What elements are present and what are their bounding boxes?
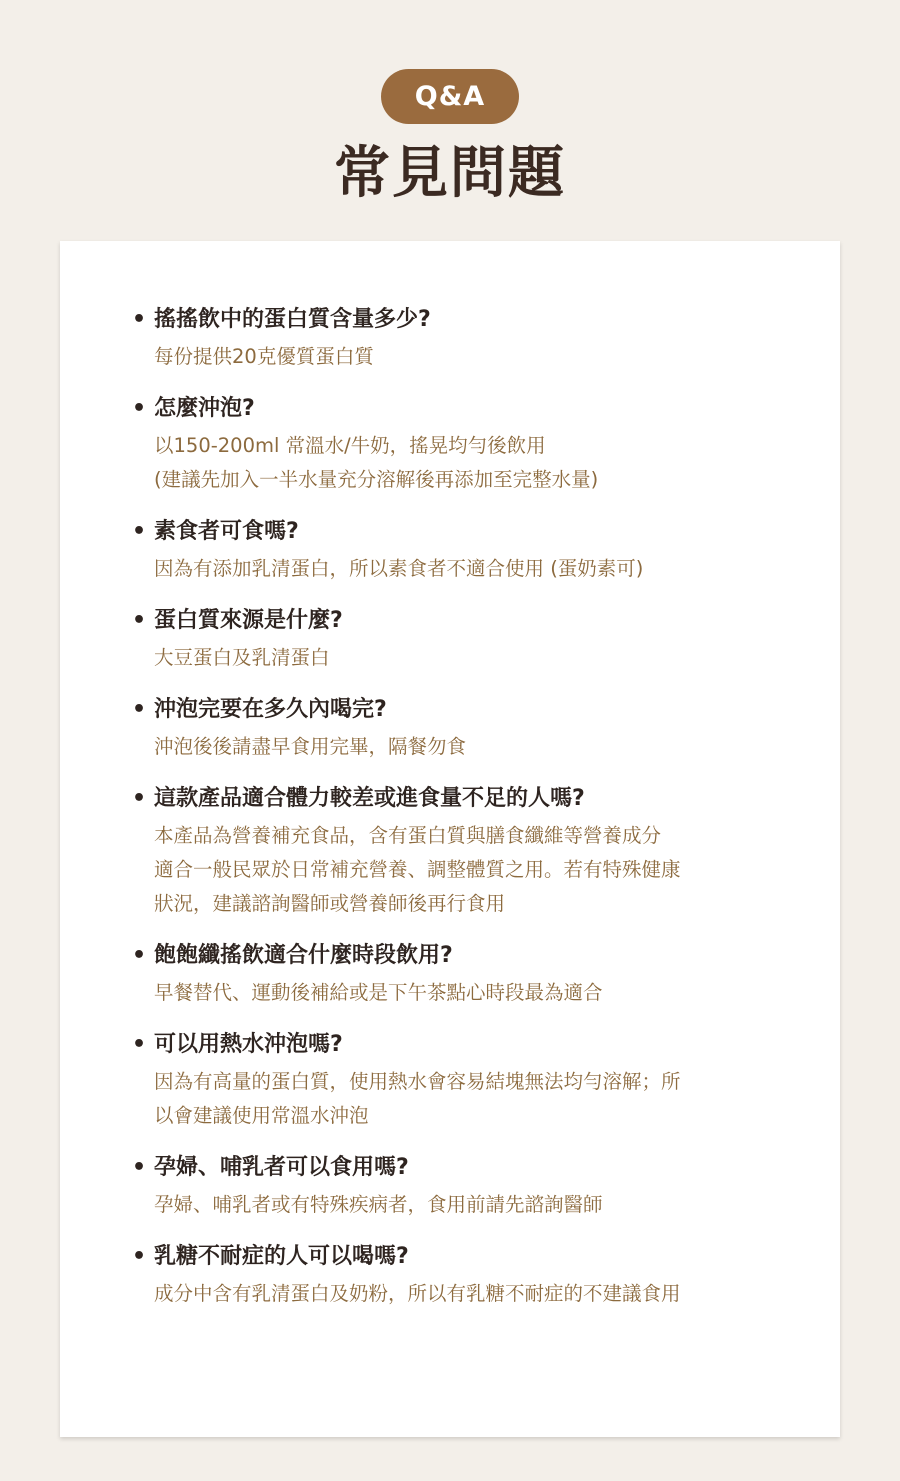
bullet-icon: • [132, 608, 147, 633]
bullet-icon: • [132, 943, 147, 968]
faq-item [132, 938, 792, 1010]
faq-question: 沖泡完要在多久內喝完? [154, 697, 387, 722]
faq-item [132, 514, 792, 586]
faq-question-row [132, 391, 792, 427]
faq-question-row [132, 603, 792, 639]
faq-answer: 沖泡後後請盡早食用完畢，隔餐勿食 [154, 735, 467, 758]
faq-question-row [132, 1027, 792, 1063]
faq-question-row [132, 938, 792, 974]
bullet-icon: • [132, 786, 147, 811]
page-title: 常見問題 [334, 141, 566, 206]
faq-item [132, 781, 792, 921]
faq-question-row [132, 781, 792, 817]
faq-answer: 孕婦、哺乳者或有特殊疾病者，食用前請先諮詢醫師 [154, 1193, 603, 1216]
faq-item [132, 603, 792, 675]
faq-item [132, 302, 792, 374]
faq-question: 乳糖不耐症的人可以喝嗎? [154, 1244, 409, 1269]
faq-question: 搖搖飲中的蛋白質含量多少? [154, 307, 431, 332]
faq-answer: 早餐替代、運動後補給或是下午茶點心時段最為適合 [154, 981, 603, 1004]
faq-question: 孕婦、哺乳者可以食用嗎? [154, 1155, 409, 1180]
bullet-icon: • [132, 307, 147, 332]
faq-question-row [132, 302, 792, 338]
faq-item [132, 1150, 792, 1222]
faq-answer: 因為有高量的蛋白質，使用熱水會容易結塊無法均勻溶解；所 以會建議使用常溫水沖泡 [154, 1070, 681, 1127]
faq-answer: 以150-200ml 常溫水/牛奶，搖晃均勻後飲用 (建議先加入一半水量充分溶解後再添加至完整水量) [154, 434, 599, 491]
faq-item [132, 1239, 792, 1311]
faq-question: 可以用熱水沖泡嗎? [154, 1032, 343, 1057]
faq-answer: 成分中含有乳清蛋白及奶粉，所以有乳糖不耐症的不建議食用 [154, 1282, 681, 1305]
faq-question: 飽飽纖搖飲適合什麼時段飲用? [154, 943, 453, 968]
bullet-icon: • [132, 519, 147, 544]
faq-question: 這款產品適合體力較差或進食量不足的人嗎? [154, 786, 585, 811]
faq-item [132, 391, 792, 497]
bullet-icon: • [132, 1032, 147, 1057]
faq-question-row [132, 514, 792, 550]
qa-badge: Q&A [381, 69, 519, 124]
faq-question-row [132, 692, 792, 728]
faq-answer: 本產品為營養補充食品，含有蛋白質與膳食纖維等營養成分 適合一般民眾於日常補充營養、調整體質之用。若有特殊健康 狀況，建議諮詢醫師或營養師後再行食用 [154, 824, 681, 915]
faq-question: 素食者可食嗎? [154, 519, 299, 544]
bullet-icon: • [132, 1155, 147, 1180]
faq-item [132, 692, 792, 764]
faq-answer: 因為有添加乳清蛋白，所以素食者不適合使用 (蛋奶素可) [154, 557, 644, 580]
bullet-icon: • [132, 396, 147, 421]
faq-answer: 每份提供20克優質蛋白質 [154, 345, 374, 368]
faq-question: 蛋白質來源是什麼? [154, 608, 343, 633]
faq-question-row [132, 1150, 792, 1186]
faq-card [60, 241, 840, 1437]
bullet-icon: • [132, 1244, 147, 1269]
faq-item [132, 1027, 792, 1133]
bullet-icon: • [132, 697, 147, 722]
faq-question: 怎麼沖泡? [154, 396, 255, 421]
faq-question-row [132, 1239, 792, 1275]
faq-list [132, 302, 792, 1328]
faq-answer: 大豆蛋白及乳清蛋白 [154, 646, 330, 669]
